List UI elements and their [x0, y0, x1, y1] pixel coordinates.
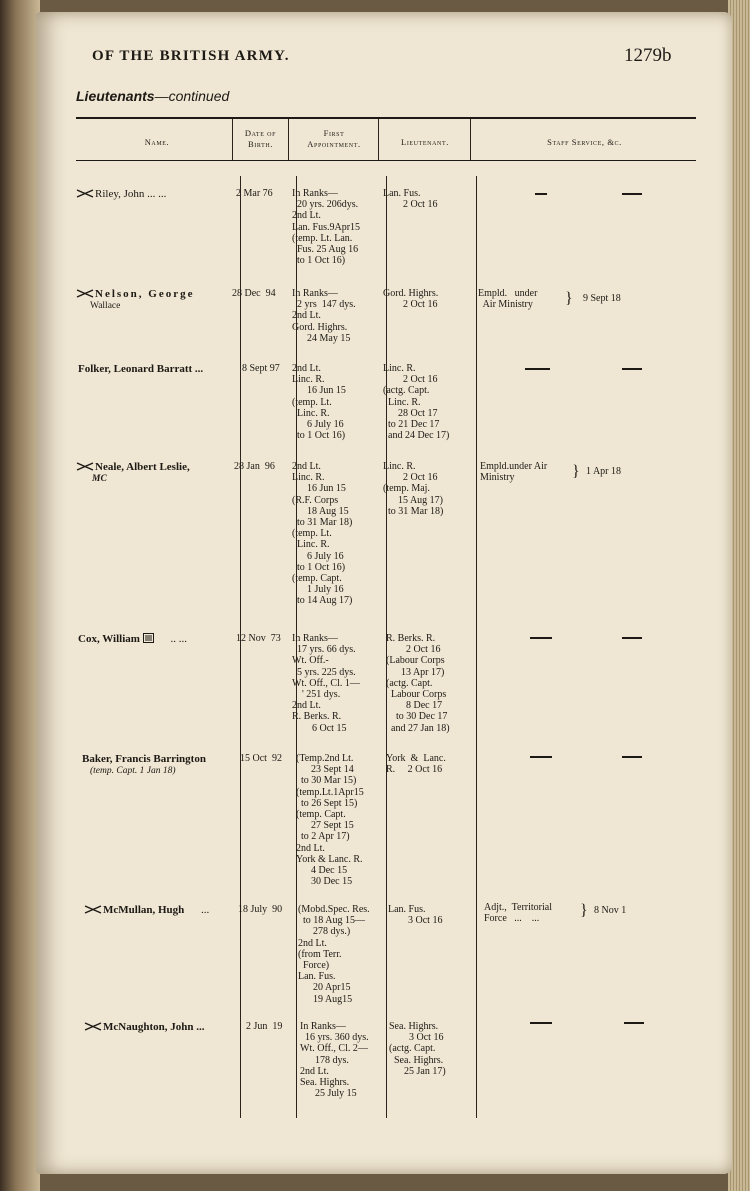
entry-first-appointment: 2nd Lt. Linc. R. 16 Jun 15 (temp. Lt. Linc. R. 6 July 16 to 1 Oct 16): [292, 363, 346, 442]
entry-staff-date: 8 Nov 1: [594, 905, 627, 916]
entry-dob: 2 Jun 19: [246, 1021, 283, 1032]
top-rule: [76, 117, 696, 119]
entry-first-appointment: (Temp.2nd Lt. 23 Sept 14 to 30 Mar 15) (temp.Lt.1Apr15 to 26 Sept 15) (temp. Capt. 27 Sept 15 to 2 Apr 17) 2nd Lt. York & Lanc. R. 4 Dec 15 30 Dec 15: [296, 753, 364, 888]
entry-dob: 8 Sept 97: [242, 363, 280, 374]
dash-mark: [622, 637, 642, 639]
entry-first-appointment: (Mobd.Spec. Res. to 18 Aug 15— 278 dys.) 2nd Lt. (from Terr. Force) Lan. Fus. 20 Apr15 19 Aug15: [298, 904, 370, 1005]
entry-name: Baker, Francis Barrington: [82, 753, 206, 765]
column-header-dob: Date of Birth.: [244, 128, 277, 149]
book-page: [36, 12, 732, 1174]
running-head: OF THE BRITISH ARMY.: [92, 48, 290, 64]
dash-mark: [535, 193, 547, 195]
column-header-lieutenant: Lieutenant.: [401, 137, 449, 147]
column-header-first-appointment: First Appointment.: [307, 128, 361, 149]
entry-name: Cox, William .. ...: [78, 633, 187, 645]
entry-lieutenant: Linc. R. 2 Oct 16 (temp. Maj. 15 Aug 17) to 31 Mar 18): [383, 461, 444, 517]
brace-mark: }: [572, 463, 580, 480]
entry-name: Nelson, George: [76, 288, 194, 300]
entry-name: Riley, John ... ...: [76, 188, 166, 200]
column-header-name: Name.: [144, 137, 170, 147]
section-title-bold: Lieutenants: [76, 88, 155, 104]
entry-first-appointment: In Ranks— 16 yrs. 360 dys. Wt. Off., Cl. 2— 178 dys. 2nd Lt. Sea. Highrs. 25 July 15: [300, 1021, 369, 1100]
crossed-swords-icon: [84, 905, 102, 914]
entry-decoration: MC: [92, 474, 107, 484]
entry-lieutenant: Gord. Highrs. 2 Oct 16: [383, 288, 439, 311]
dash-mark: [622, 756, 642, 758]
header-col-rule: [232, 119, 233, 160]
staff-column-rule: [476, 176, 477, 1118]
entry-lieutenant: Linc. R. 2 Oct 16 (actg. Capt. Linc. R. 28 Oct 17 to 21 Dec 17 and 24 Dec 17): [383, 363, 450, 442]
dash-mark: [622, 193, 642, 195]
entry-lieutenant: Lan. Fus. 3 Oct 16: [388, 904, 443, 927]
dash-mark: [624, 1022, 644, 1024]
column-header-staff-service: Staff Service, &c.: [547, 137, 622, 147]
dash-mark: [622, 368, 642, 370]
section-title-rest: —continued: [154, 88, 230, 104]
entry-lieutenant: Lan. Fus. 2 Oct 16: [383, 188, 438, 211]
entry-dob: 15 Oct 92: [240, 753, 282, 764]
entry-name: McNaughton, John ...: [84, 1021, 204, 1033]
entry-lieutenant: York & Lanc. R. 2 Oct 16: [386, 753, 446, 776]
entry-dob: 28 Jan 96: [234, 461, 275, 472]
entry-first-appointment: In Ranks— 2 yrs 147 dys. 2nd Lt. Gord. Highrs. 24 May 15: [292, 288, 356, 344]
entry-first-appointment: 2nd Lt. Linc. R. 16 Jun 15 (R.F. Corps 18 Aug 15 to 31 Mar 18) (temp. Lt. Linc. R. 6 July 16 to 1 Oct 16) (temp. Capt. 1 July 16 to 14 Aug 17): [292, 461, 353, 607]
entry-staff-service: Adjt., Territorial Force ... ...: [484, 902, 552, 925]
entry-staff-service: Empld. under Air Ministry: [478, 288, 538, 311]
entry-name-continued: Wallace: [90, 301, 121, 311]
dash-mark: [530, 1022, 552, 1024]
crossed-swords-icon: [76, 189, 94, 198]
entry-lieutenant: Sea. Highrs. 3 Oct 16 (actg. Capt. Sea. Highrs. 25 Jan 17): [389, 1021, 446, 1077]
entry-staff-date: 1 Apr 18: [586, 466, 621, 477]
brace-mark: }: [580, 902, 588, 919]
entry-lieutenant: R. Berks. R. 2 Oct 16 (Labour Corps 13 Apr 17) (actg. Capt. Labour Corps 8 Dec 17 to 30 Dec 17 and 27 Jan 18): [386, 633, 450, 734]
header-col-rule: [378, 119, 379, 160]
page-number: 1279b: [624, 45, 672, 66]
dash-mark: [525, 368, 550, 370]
entry-note: (temp. Capt. 1 Jan 18): [90, 766, 176, 776]
header-col-rule: [470, 119, 471, 160]
entry-staff-date: 9 Sept 18: [583, 293, 621, 304]
entry-first-appointment: In Ranks— 20 yrs. 206dys. 2nd Lt. Lan. Fus.9Apr15 (temp. Lt. Lan. Fus. 25 Aug 16 to 1 Oct 16): [292, 188, 361, 267]
dash-mark: [530, 756, 552, 758]
entry-dob: 12 Nov 73: [236, 633, 281, 644]
section-title: [76, 88, 229, 104]
header-bottom-rule: [76, 160, 696, 161]
dash-mark: [530, 637, 552, 639]
crossed-swords-icon: [76, 462, 94, 471]
entry-dob: 18 July 90: [238, 904, 283, 915]
book-spine-edge: [0, 0, 40, 1191]
brace-mark: }: [565, 290, 573, 307]
entry-staff-service: Empld.under Air Ministry: [480, 461, 548, 484]
crossed-swords-icon: [84, 1022, 102, 1031]
medal-icon: [143, 633, 154, 643]
header-col-rule: [288, 119, 289, 160]
dob-column-rule: [240, 176, 241, 1118]
entry-first-appointment: In Ranks— 17 yrs. 66 dys. Wt. Off.- 5 yrs. 225 dys. Wt. Off., Cl. 1— ' 251 dys. 2nd Lt. R. Berks. R. 6 Oct 15: [292, 633, 360, 734]
entry-name: McMullan, Hugh ...: [84, 904, 209, 916]
entry-name: Folker, Leonard Barratt ...: [78, 363, 204, 375]
entry-dob: 2 Mar 76: [236, 188, 273, 199]
entry-name: Neale, Albert Leslie,: [76, 461, 190, 473]
crossed-swords-icon: [76, 289, 94, 298]
entry-dob: 28 Dec 94: [232, 288, 276, 299]
